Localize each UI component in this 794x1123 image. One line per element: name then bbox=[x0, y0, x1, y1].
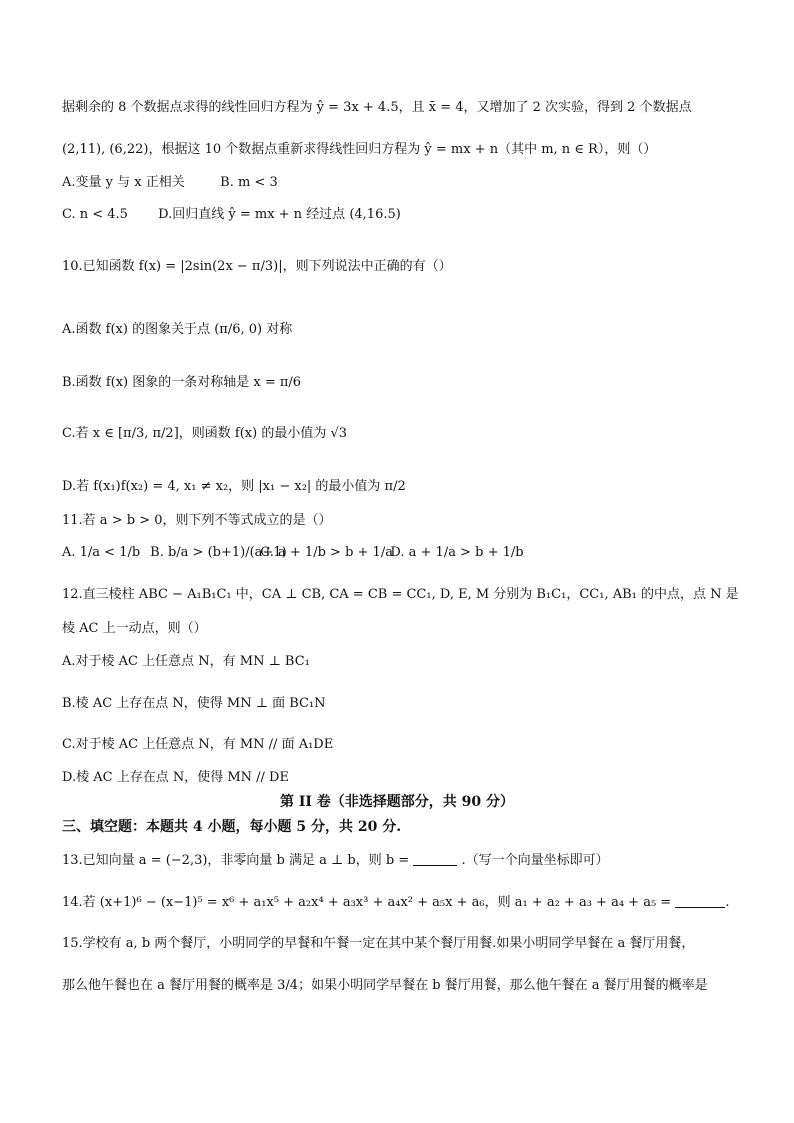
q14 bbox=[62, 894, 744, 912]
q11-option-b: B. b/a > (b+1)/(a+1) bbox=[150, 545, 287, 560]
q9-options-row1 bbox=[62, 174, 744, 192]
q11-option-a: A. 1/a < 1/b bbox=[62, 545, 141, 560]
q10-option-b: B.函数 f(x) 图象的一条对称轴是 x = π/6 bbox=[62, 375, 302, 390]
q12-option-a: A.对于棱 AC 上任意点 N，有 MN ⊥ BC₁ bbox=[62, 654, 310, 669]
q13-text: 13.已知向量 a = (−2,3)，非零向量 b 满足 a ⊥ b，则 b = bbox=[62, 853, 410, 868]
q9-line2: (2,11), (6,22)，根据这 10 个数据点重新求得线性回归方程为 ŷ = mx + n（其中 m, n ∈ R），则（） bbox=[62, 142, 657, 157]
q11-stem: 11.若 a > b > 0，则下列不等式成立的是（） bbox=[62, 513, 332, 528]
q11-options bbox=[62, 544, 744, 562]
q15-line1: 15.学校有 a, b 两个餐厅，小明同学的早餐和午餐一定在其中某个餐厅用餐.如果小明同学早餐在 a 餐厅用餐， bbox=[62, 936, 695, 951]
q10-option-c: C.若 x ∈ [π/3, π/2]，则函数 f(x) 的最小值为 √3 bbox=[62, 426, 348, 441]
q13 bbox=[62, 852, 744, 870]
q14-answer-blank[interactable] bbox=[675, 895, 725, 908]
q12-option-d: D.棱 AC 上存在点 N，使得 MN // DE bbox=[62, 770, 289, 785]
q11-option-c: C. a + 1/b > b + 1/a bbox=[260, 545, 393, 560]
fill-in-heading: 三、填空题：本题共 4 小题，每小题 5 分，共 20 分. bbox=[62, 819, 402, 835]
q9-option-b: B. m < 3 bbox=[220, 175, 278, 190]
q12-option-b: B.棱 AC 上存在点 N，使得 MN ⊥ 面 BC₁N bbox=[62, 696, 326, 711]
q12-line2: 棱 AC 上一动点，则（） bbox=[62, 621, 207, 636]
q9-option-d: D.回归直线 ŷ = mx + n 经过点 (4,16.5) bbox=[158, 207, 401, 222]
q10-option-d: D.若 f(x₁)f(x₂) = 4, x₁ ≠ x₂，则 |x₁ − x₂| 的最小值为 π/2 bbox=[62, 479, 406, 494]
q9-option-a: A.变量 y 与 x 正相关 bbox=[62, 175, 185, 190]
q9-options-row2 bbox=[62, 206, 744, 224]
q9-line1: 据剩余的 8 个数据点求得的线性回归方程为 ŷ = 3x + 4.5，且 x̄ = 4，又增加了 2 次实验，得到 2 个数据点 bbox=[62, 100, 692, 115]
q12-option-c: C.对于棱 AC 上任意点 N，有 MN // 面 A₁DE bbox=[62, 737, 334, 752]
q13-note: .（写一个向量坐标即可） bbox=[461, 853, 609, 868]
q14-end: . bbox=[725, 895, 730, 910]
q14-text: 14.若 (x+1)⁶ − (x−1)⁵ = x⁶ + a₁x⁵ + a₂x⁴ + a₃x³ + a₄x² + a₅x + a₆，则 a₁ + a₂ + a₃ + a₄ + a₅ = bbox=[62, 895, 672, 910]
q13-answer-blank[interactable] bbox=[413, 853, 457, 866]
q10-option-a: A.函数 f(x) 的图象关于点 (π/6, 0) 对称 bbox=[62, 322, 293, 337]
section-title: 第 II 卷（非选择题部分，共 90 分） bbox=[279, 794, 515, 810]
q10-stem: 10.已知函数 f(x) = |2sin(2x − π/3)|，则下列说法中正确的有（） bbox=[62, 259, 452, 274]
q12-line1: 12.直三棱柱 ABC − A₁B₁C₁ 中，CA ⊥ CB, CA = CB = CC₁, D, E, M 分别为 B₁C₁，CC₁, AB₁ 的中点，点 N 是 bbox=[62, 587, 739, 602]
q11-option-d: D. a + 1/a > b + 1/b bbox=[390, 545, 524, 560]
q9-option-c: C. n < 4.5 bbox=[62, 207, 128, 222]
q15-line2: 那么他午餐也在 a 餐厅用餐的概率是 3/4；如果小明同学早餐在 b 餐厅用餐，那么他午餐在 a 餐厅用餐的概率是 bbox=[62, 978, 708, 993]
